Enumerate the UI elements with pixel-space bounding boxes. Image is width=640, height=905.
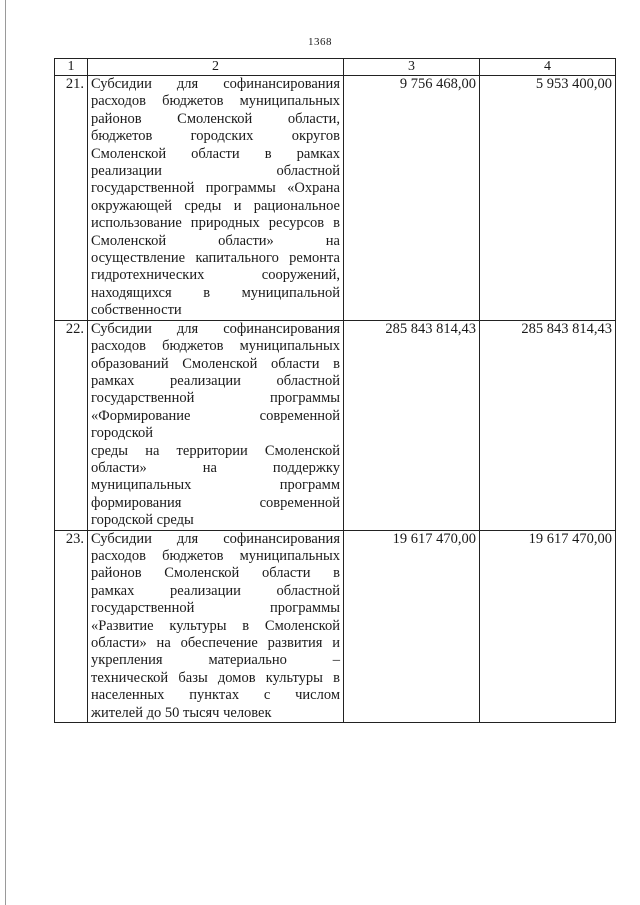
description-line: бюджетов городских округов [91,128,340,145]
description-line: среды на территории Смоленской [91,442,340,459]
amount-col3: 9 756 468,00 [344,76,480,321]
page-number: 1368 [308,36,332,48]
description-line: области» на обеспечение развития и [91,635,340,651]
description-line: государственной программы «Охрана [91,180,340,197]
description-line: расходов бюджетов муниципальных [91,93,340,110]
subsidy-table [54,58,616,723]
description-line: окружающей среды и рациональное [91,197,340,214]
description-line: городской [91,425,154,442]
table-header-row [55,59,616,76]
description-line: использование природных ресурсов в [91,215,340,232]
description-line: государственной программы [91,390,340,407]
description-line: рамках реализации областной [91,582,340,599]
description-line: реализации областной [91,163,340,180]
amount-col4: 5 953 400,00 [480,76,616,321]
table-row [55,530,616,722]
description-line: рамках реализации областной [91,372,340,389]
description-line: жителей до 50 тысяч человек [91,704,272,721]
header-cell-3: 3 [344,59,480,76]
description-line: укрепления материально – [91,652,340,669]
row-description [88,320,344,530]
description-line: образований Смоленской области в [91,355,340,372]
amount-col4: 19 617 470,00 [480,530,616,722]
description-line: Субсидии для софинансирования [91,320,340,337]
description-line: Субсидии для софинансирования [91,530,340,547]
header-cell-4: 4 [480,59,616,76]
description-line: расходов бюджетов муниципальных [91,547,340,564]
description-line: осуществление капитального ремонта [91,250,340,267]
description-line: находящихся в муниципальной [91,284,340,301]
description-line: «Формирование современной [91,407,340,424]
header-cell-2: 2 [88,59,344,76]
row-number: 22. [55,320,88,530]
row-number: 23. [55,530,88,722]
header-cell-1: 1 [55,59,88,76]
table-row [55,76,616,321]
description-line: собственности [91,302,182,319]
description-line: Смоленской области в рамках [91,145,340,162]
description-line: Смоленской области» на [91,232,340,249]
description-line: гидротехнических сооружений, [91,267,340,284]
row-description [88,76,344,321]
description-line: расходов бюджетов муниципальных [91,338,340,355]
description-line: «Развитие культуры в Смоленской [91,617,340,634]
description-line: районов Смоленской области в [91,565,340,582]
description-line: области» на поддержку [91,459,340,476]
description-line: населенных пунктах с числом [91,687,340,704]
description-line: городской среды [91,512,194,529]
table-row [55,320,616,530]
scan-margin-line [5,0,6,905]
row-description [88,530,344,722]
description-line: муниципальных программ [91,477,340,494]
amount-col3: 285 843 814,43 [344,320,480,530]
amount-col4: 285 843 814,43 [480,320,616,530]
description-line: Субсидии для софинансирования [91,76,340,92]
description-line: технической базы домов культуры в [91,669,340,686]
description-line: формирования современной [91,494,340,511]
row-number: 21. [55,76,88,321]
description-line: государственной программы [91,600,340,617]
description-line: районов Смоленской области, [91,110,340,127]
amount-col3: 19 617 470,00 [344,530,480,722]
